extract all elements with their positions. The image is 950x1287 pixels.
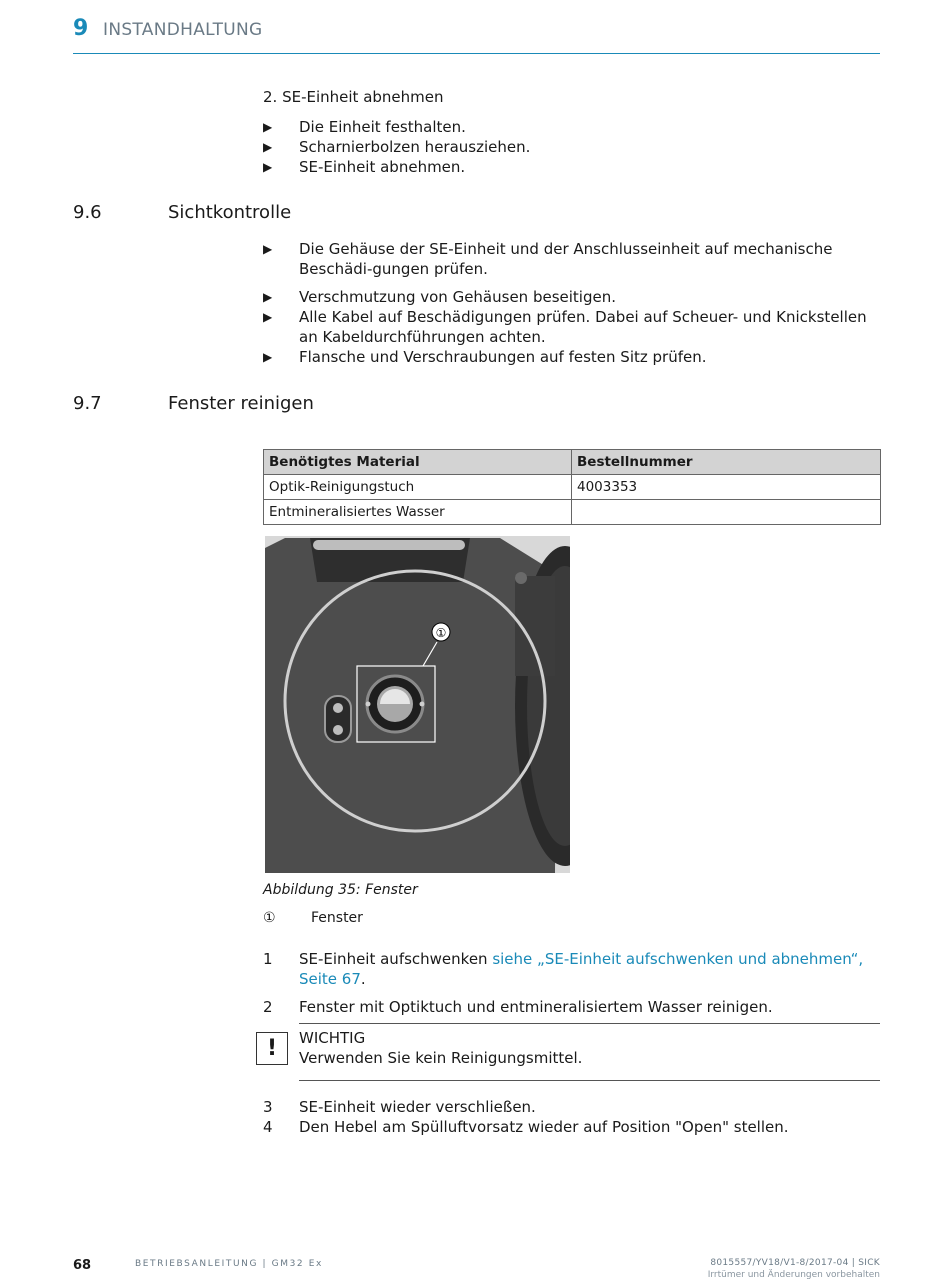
- notice-text: Verwenden Sie kein Reinigungsmittel.: [299, 1049, 583, 1067]
- figure-callout-label: ①: [435, 626, 447, 640]
- list-item: ▶ Flansche und Verschraubungen auf festen Sitz prüfen.: [263, 348, 707, 366]
- section-title: Fenster reinigen: [168, 393, 314, 414]
- chapter-title: INSTANDHALTUNG: [103, 20, 263, 40]
- list-item: ▶ Die Gehäuse der SE-Einheit und der Anschlusseinheit auf mechanische Beschädi-gungen prüfen.: [263, 240, 833, 278]
- list-item: ▶ SE-Einheit abnehmen.: [263, 158, 466, 176]
- bullet-arrow-icon: ▶: [263, 350, 273, 364]
- list-item: ▶ Die Einheit festhalten.: [263, 118, 466, 136]
- bullet-arrow-icon: ▶: [263, 242, 273, 256]
- notice-divider-bottom: [299, 1080, 880, 1081]
- step-subtitle: 2. SE-Einheit abnehmen: [263, 88, 444, 106]
- step-number: 1: [263, 950, 273, 968]
- page-number: 68: [73, 1258, 92, 1273]
- footer-document-title: BETRIEBSANLEITUNG | GM32 Ex: [135, 1259, 323, 1269]
- figure-caption: Abbildung 35: Fenster: [263, 882, 418, 898]
- legend-text: Fenster: [311, 910, 363, 926]
- step-text: Fenster mit Optiktuch und entmineralisiertem Wasser reinigen.: [299, 998, 773, 1016]
- cross-reference-link[interactable]: siehe „SE-Einheit aufschwenken und abnehmen“, Seite 67: [299, 950, 864, 988]
- bullet-arrow-icon: ▶: [263, 120, 273, 134]
- bullet-arrow-icon: ▶: [263, 140, 273, 154]
- table-header-cell: Bestellnummer: [572, 450, 881, 475]
- table-cell: Optik-Reinigungstuch: [264, 475, 572, 500]
- warning-exclamation-icon: !: [256, 1032, 288, 1065]
- step-text: SE-Einheit aufschwenken siehe „SE-Einheit aufschwenken und abnehmen“, Seite 67.: [299, 950, 864, 988]
- chapter-number: 9: [73, 16, 89, 41]
- step-text: Den Hebel am Spülluftvorsatz wieder auf Position "Open" stellen.: [299, 1118, 789, 1136]
- bullet-arrow-icon: ▶: [263, 160, 273, 174]
- header-divider: [73, 53, 880, 54]
- list-item: ▶ Scharnierbolzen herausziehen.: [263, 138, 531, 156]
- window-photo: [265, 536, 570, 873]
- legend-number: ①: [263, 910, 276, 926]
- section-number: 9.7: [73, 393, 102, 414]
- table-header-row: [264, 450, 881, 475]
- step-text: SE-Einheit wieder verschließen.: [299, 1098, 536, 1116]
- table-row: [264, 475, 881, 500]
- step-number: 4: [263, 1118, 273, 1136]
- step-number: 2: [263, 998, 273, 1016]
- list-item: ▶ Verschmutzung von Gehäusen beseitigen.: [263, 288, 616, 306]
- section-number: 9.6: [73, 202, 102, 223]
- list-item: ▶ Alle Kabel auf Beschädigungen prüfen. Dabei auf Scheuer- und Knickstellen an Kabeldurchführungen achten.: [263, 308, 867, 346]
- step-number: 3: [263, 1098, 273, 1116]
- footer-reference: 8015557/YV18/V1-8/2017-04 | SICK: [710, 1258, 880, 1268]
- bullet-arrow-icon: ▶: [263, 290, 273, 304]
- table-cell: 4003353: [572, 475, 881, 500]
- bullet-list-inspection: [263, 239, 880, 367]
- table-cell: Entmineralisiertes Wasser: [264, 500, 572, 525]
- table-header-cell: Benötigtes Material: [264, 450, 572, 475]
- table-row: [264, 500, 881, 525]
- notice-divider-top: [299, 1023, 880, 1024]
- notice-title: WICHTIG: [299, 1029, 366, 1047]
- section-title: Sichtkontrolle: [168, 202, 292, 223]
- bullet-arrow-icon: ▶: [263, 310, 273, 324]
- bullet-list-remove: [263, 117, 880, 177]
- material-table: [263, 449, 881, 525]
- table-cell: [572, 500, 881, 525]
- footer-disclaimer: Irrtümer und Änderungen vorbehalten: [707, 1270, 880, 1280]
